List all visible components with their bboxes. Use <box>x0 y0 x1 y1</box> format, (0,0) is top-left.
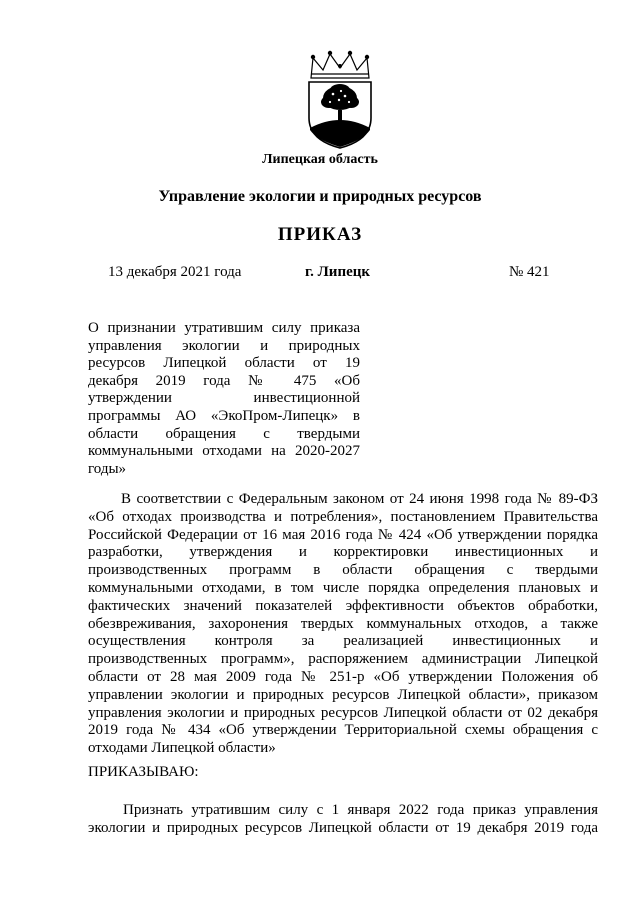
paragraph-line: разработки, утверждения и корректировки инвестиционных и <box>88 544 598 561</box>
paragraph-line: производственных программ в области обращения с твердыми <box>88 562 598 579</box>
paragraph-line: управления экологии и природных ресурсов Липецкой области от 02 декабря <box>88 704 598 721</box>
order-paragraph <box>88 802 598 838</box>
paragraph-line: управлении экологии и природных ресурсов Липецкой области», приказом <box>88 686 598 703</box>
paragraph-line: Признать утратившим силу с 1 января 2022 года приказ управления <box>123 802 598 818</box>
subject-line: управления экологии и природных <box>88 337 360 354</box>
document-number: № 421 <box>509 264 550 280</box>
paragraph-line: коммунальными отходами, в том числе порядка определения плановых и <box>88 579 598 596</box>
paragraph-line: фактических значений показателей эффективности объектов обработки, <box>88 597 598 614</box>
paragraph-line: экологии и природных ресурсов Липецкой области от 19 декабря 2019 года <box>88 819 598 836</box>
agency-name: Управление экологии и природных ресурсов <box>158 188 482 205</box>
paragraph-line: отходами Липецкой области» <box>88 740 276 757</box>
paragraph-line: области от 28 мая 2009 года № 251-р «Об утверждении Положения об <box>88 668 598 685</box>
subject-block <box>88 320 360 478</box>
paragraph-line: осуществления контроля за реализацией инвестиционных и <box>88 633 598 650</box>
document-type: ПРИКАЗ <box>277 224 363 245</box>
document-city: г. Липецк <box>305 264 371 280</box>
paragraph-line: «Об отходах производства и потребления», постановлением Правительства <box>88 508 598 525</box>
subject-line: области обращения с твердыми <box>88 425 360 442</box>
subject-line: ресурсов Липецкой области от 19 <box>88 355 360 372</box>
subject-line: О признании утратившим силу приказа <box>88 320 360 336</box>
coat-of-arms-icon <box>303 50 377 150</box>
order-word: ПРИКАЗЫВАЮ: <box>88 764 199 780</box>
subject-line: декабря 2019 года № 475 «Об <box>88 372 360 389</box>
document-date: 13 декабря 2021 года <box>108 264 242 280</box>
preamble-paragraph <box>88 491 598 758</box>
subject-line: годы» <box>88 460 127 477</box>
region-name: Липецкая область <box>262 152 378 167</box>
subject-line: утверждении инвестиционной <box>88 390 360 407</box>
paragraph-line: В соответствии с Федеральным законом от 24 июня 1998 года № 89-ФЗ <box>121 491 598 507</box>
paragraph-line: 2019 года № 434 «Об утверждении Территориальной схемы обращения с <box>88 722 598 739</box>
paragraph-line: обезвреживания, захоронения твердых коммунальных отходов, а также <box>88 615 598 632</box>
paragraph-line: производственных программ», распоряжением администрации Липецкой <box>88 651 598 668</box>
paragraph-line: Российской Федерации от 16 мая 2016 года № 424 «Об утверждении порядка <box>88 526 598 543</box>
subject-line: программы АО «ЭкоПром-Липецк» в <box>88 407 360 424</box>
subject-line: коммунальными отходами на 2020-2027 <box>88 443 360 460</box>
